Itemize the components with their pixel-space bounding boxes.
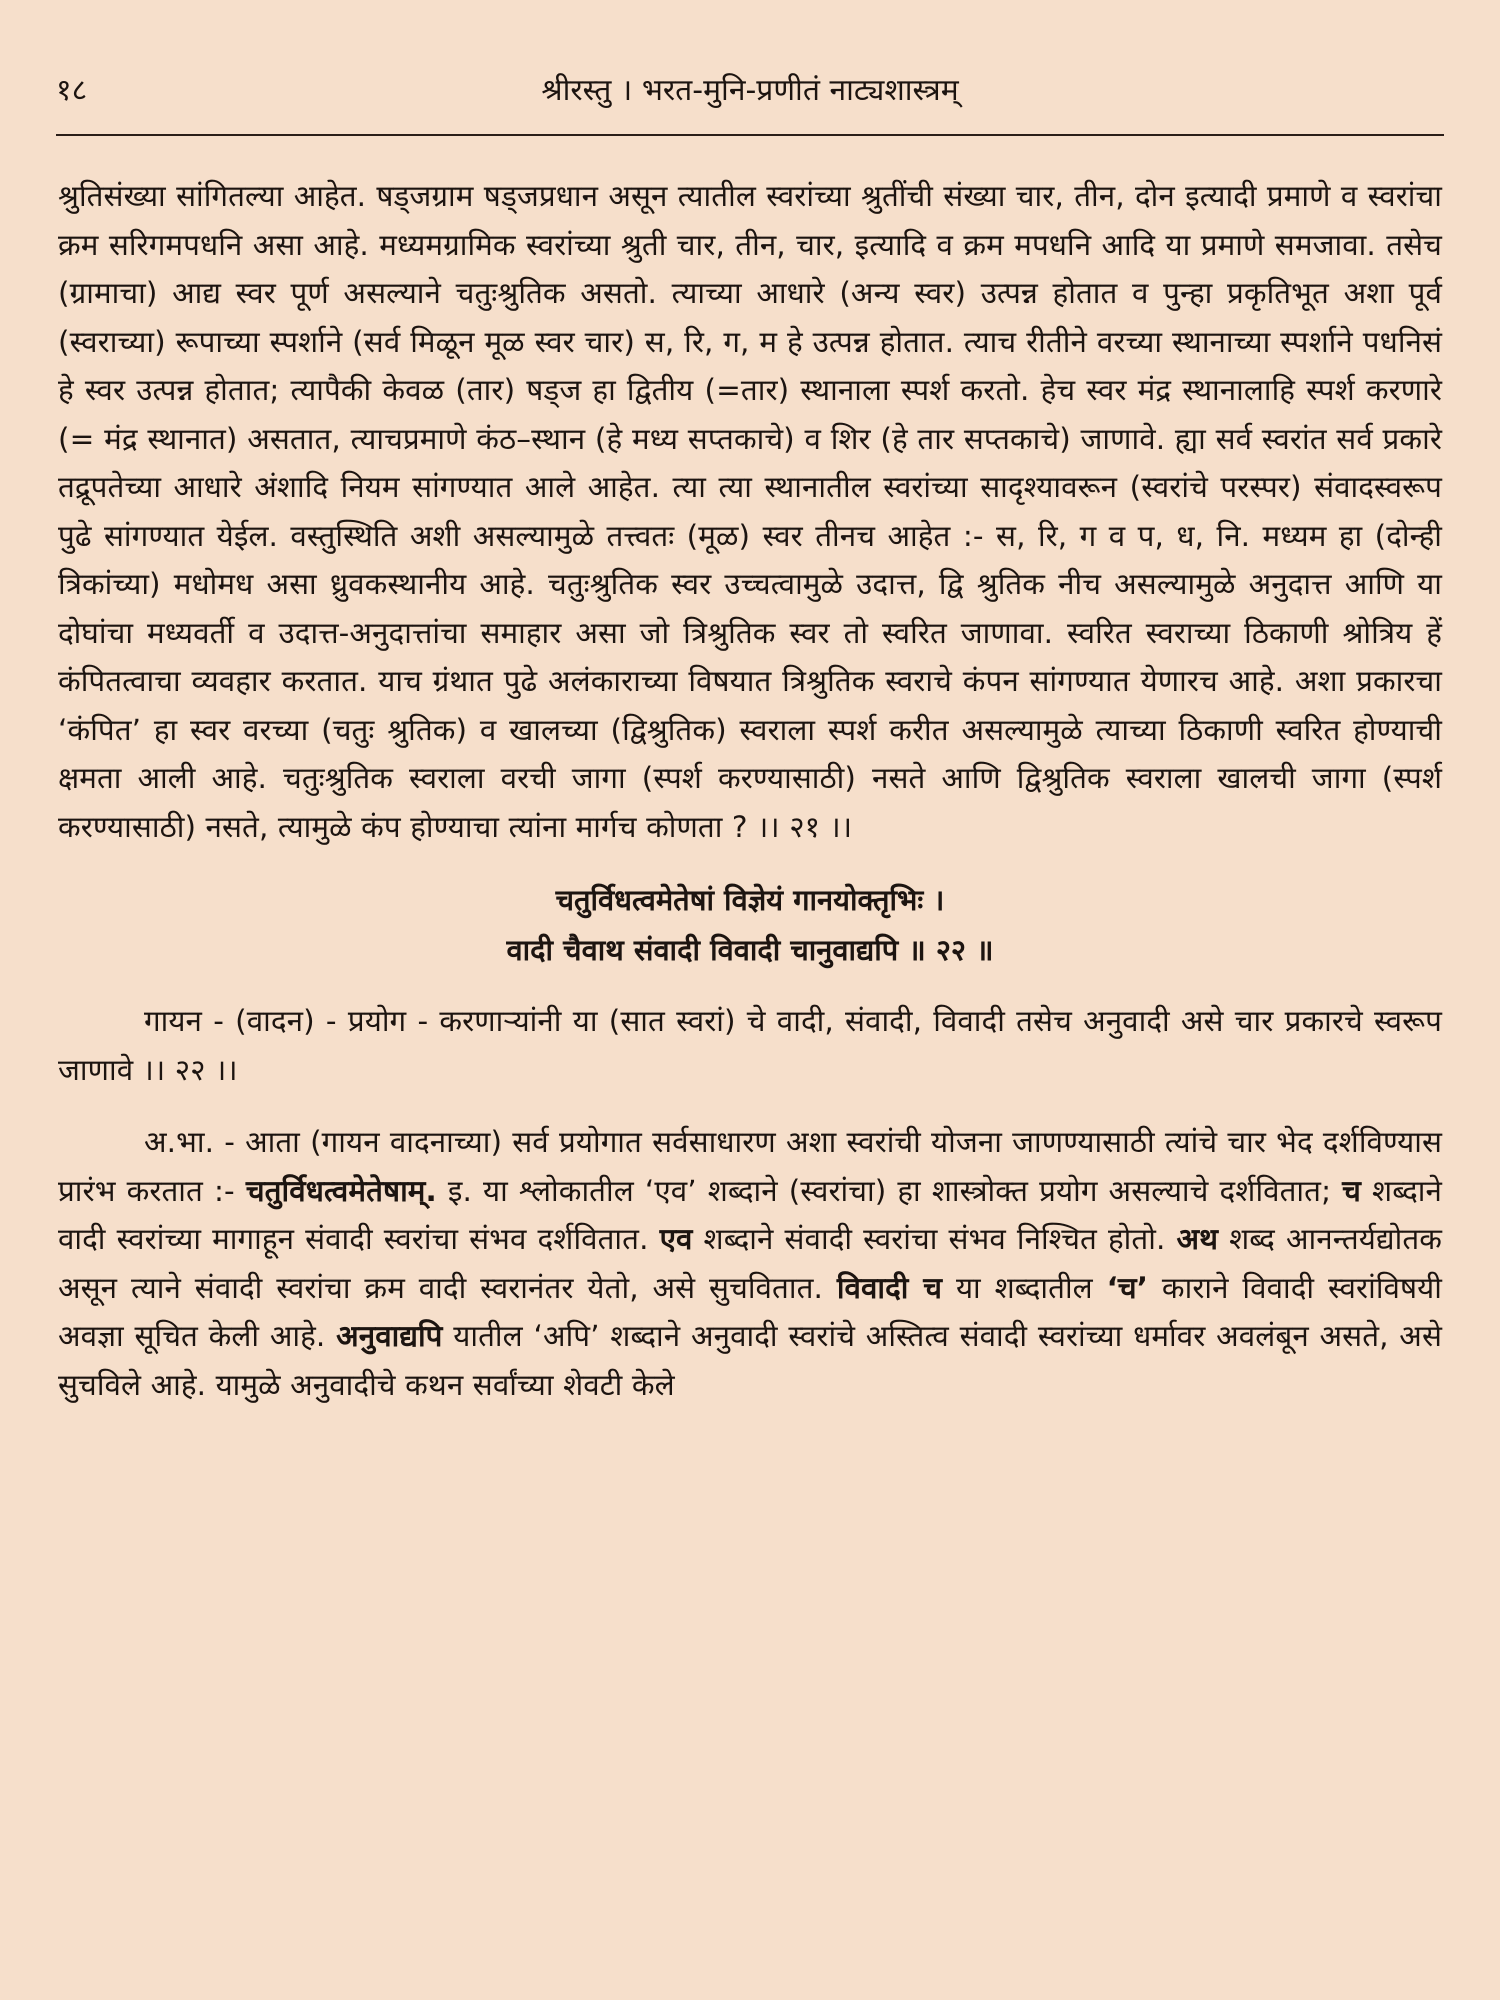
verse-line-2: वादी चैवाथ संवादी विवादी चानुवाद्यपि ॥ २२ ॥ xyxy=(506,933,994,967)
text-run: या शब्दातील xyxy=(942,1270,1107,1305)
bold-term: चतुर्विधत्वमेतेषाम्. xyxy=(245,1173,437,1208)
text-run: काराने विवादी स्वरांविषयी अवज्ञा सूचित केली आहे. xyxy=(58,1270,1442,1353)
bold-term: अथ xyxy=(1176,1222,1219,1256)
text-run: इ. या श्लोकातील ‘एव’ शब्दाने (स्वरांचा) हा शास्त्रोक्त प्रयोग असल्याचे दर्शवितात; xyxy=(436,1173,1343,1208)
paragraph-abhinava-commentary xyxy=(58,1118,1442,1409)
text-run: शब्दाने वादी स्वरांच्या मागाहून संवादी स्वरांचा संभव दर्शवितात. xyxy=(58,1173,1442,1256)
paragraph-commentary-21: श्रुतिसंख्या सांगितल्या आहेत. षड्जग्राम षड्जप्रधान असून त्यातील स्वरांच्या श्रुतींची संख्या चार, तीन, दोन इत्यादी प्रमाणे व स्वरांचा क्रम सरिगमपधनि असा आहे. मध्यमग्रामिक स्वरांच्या श्रुती चार, तीन, चार, इत्यादि व क्रम मपधनि आदि या प्रमाणे समजावा. तसेच (ग्रामाचा) आद्य स्वर पूर्ण असल्याने चतुःश्रुतिक असतो. त्याच्या आधारे (अन्य स्वर) उत्पन्न होतात व पुन्हा प्रकृतिभूत अशा पूर्व (स्वराच्या) रूपाच्या स्पर्शाने (सर्व मिळून मूळ स्वर चार) स, रि, ग, म हे उत्पन्न होतात. त्याच रीतीने वरच्या स्थानाच्या स्पर्शाने पधनिसं हे स्वर उत्पन्न होतात; त्यापैकी केवळ (तार) षड्ज हा द्वितीय (=तार) स्थानाला स्पर्श करतो. हेच स्वर मंद्र स्थानालाहि स्पर्श करणारे (= मंद्र स्थानात) असतात, त्याचप्रमाणे कंठ–स्थान (हे मध्य सप्तकाचे) व शिर (हे तार सप्तकाचे) जाणावे. ह्या सर्व स्वरांत सर्व प्रकारे तद्रूपतेच्या आधारे अंशादि नियम सांगण्यात आले आहेत. त्या त्या स्थानातील स्वरांच्या सादृश्यावरून (स्वरांचे परस्पर) संवादस्वरूप पुढे सांगण्यात येईल. वस्तुस्थिति अशी असल्यामुळे तत्त्वतः (मूळ) स्वर तीनच आहेत :- स, रि, ग व प, ध, नि. मध्यम हा (दोन्ही त्रिकांच्या) मधोमध असा ध्रुवकस्थानीय आहे. चतुःश्रुतिक स्वर उच्चत्वामुळे उदात्त, द्वि श्रुतिक नीच असल्यामुळे अनुदात्त आणि या दोघांचा मध्यवर्ती व उदात्त-अनुदात्तांचा समाहार असा जो त्रिश्रुतिक स्वर तो स्वरित जाणावा. स्वरित स्वराच्या ठिकाणी श्रोत्रिय हें कंपितत्वाचा व्यवहार करतात. याच ग्रंथात पुढे अलंकाराच्या विषयात त्रिश्रुतिक स्वराचे कंपन सांगण्यात येणारच आहे. अशा प्रकारचा ‘कंपित’ हा स्वर वरच्या (चतुः श्रुतिक) व खालच्या (द्विश्रुतिक) स्वराला स्पर्श करीत असल्यामुळे त्याच्या ठिकाणी स्वरित होण्याची क्षमता आली आहे. चतुःश्रुतिक स्वराला वरची जागा (स्पर्श करण्यासाठी) नसते आणि द्विश्रुतिक स्वराला खालची जागा (स्पर्श करण्यासाठी) नसते, त्यामुळे कंप होण्याचा त्यांना मार्गच कोणता ? ।। २१ ।। xyxy=(58,179,1442,844)
bold-term: एव xyxy=(659,1222,693,1256)
spacer xyxy=(58,851,1442,875)
paragraph-translation-22: गायन - (वादन) - प्रयोग - करणाऱ्यांनी या (सात स्वरां) चे वादी, संवादी, विवादी तसेच अनुवादी असे चार प्रकारचे स्वरूप जाणावे ।। २२ ।। xyxy=(58,1004,1442,1087)
text-run: यातील ‘अपि’ शब्दाने अनुवादी स्वरांचे अस्तित्व संवादी स्वरांच्या धर्मावर अवलंबून असते, असे सुचविले आहे. यामुळे अनुवादीचे कथन सर्वांच्या शेवटी केले xyxy=(58,1319,1442,1402)
bold-term: अनुवाद्यपि xyxy=(336,1319,443,1353)
header-rule xyxy=(56,134,1444,136)
spacer xyxy=(58,1094,1442,1118)
spacer xyxy=(58,975,1442,997)
running-title: श्रीरस्तु । भरत-मुनि-प्रणीतं नाट्यशास्त्रम् xyxy=(541,73,959,108)
page-number: १८ xyxy=(56,73,88,108)
bold-term: च xyxy=(1342,1173,1361,1208)
text-run: शब्दाने संवादी स्वरांचा संभव निश्चित होतो. xyxy=(692,1222,1177,1256)
bold-term: विवादी च xyxy=(836,1270,943,1305)
bold-term: ‘च’ xyxy=(1106,1270,1149,1305)
body-text xyxy=(58,172,1442,1409)
text-run: शब्द आनन्तर्यद्योतक असून त्याने संवादी स्वरांचा क्रम वादी स्वरानंतर येतो, असे सुचवितात. xyxy=(58,1222,1442,1305)
verse-line-1: चतुर्विधत्वमेतेषां विज्ञेयं गानयोक्तृभिः । xyxy=(555,883,945,917)
text-run: अ.भा. - आता (गायन वादनाच्या) सर्व प्रयोगात सर्वसाधारण अशा स्वरांची योजना जाणण्यासाठी त्यांचे चार भेद दर्शविण्यास प्रारंभ करतात :- xyxy=(58,1125,1442,1208)
page-header xyxy=(56,62,1444,122)
